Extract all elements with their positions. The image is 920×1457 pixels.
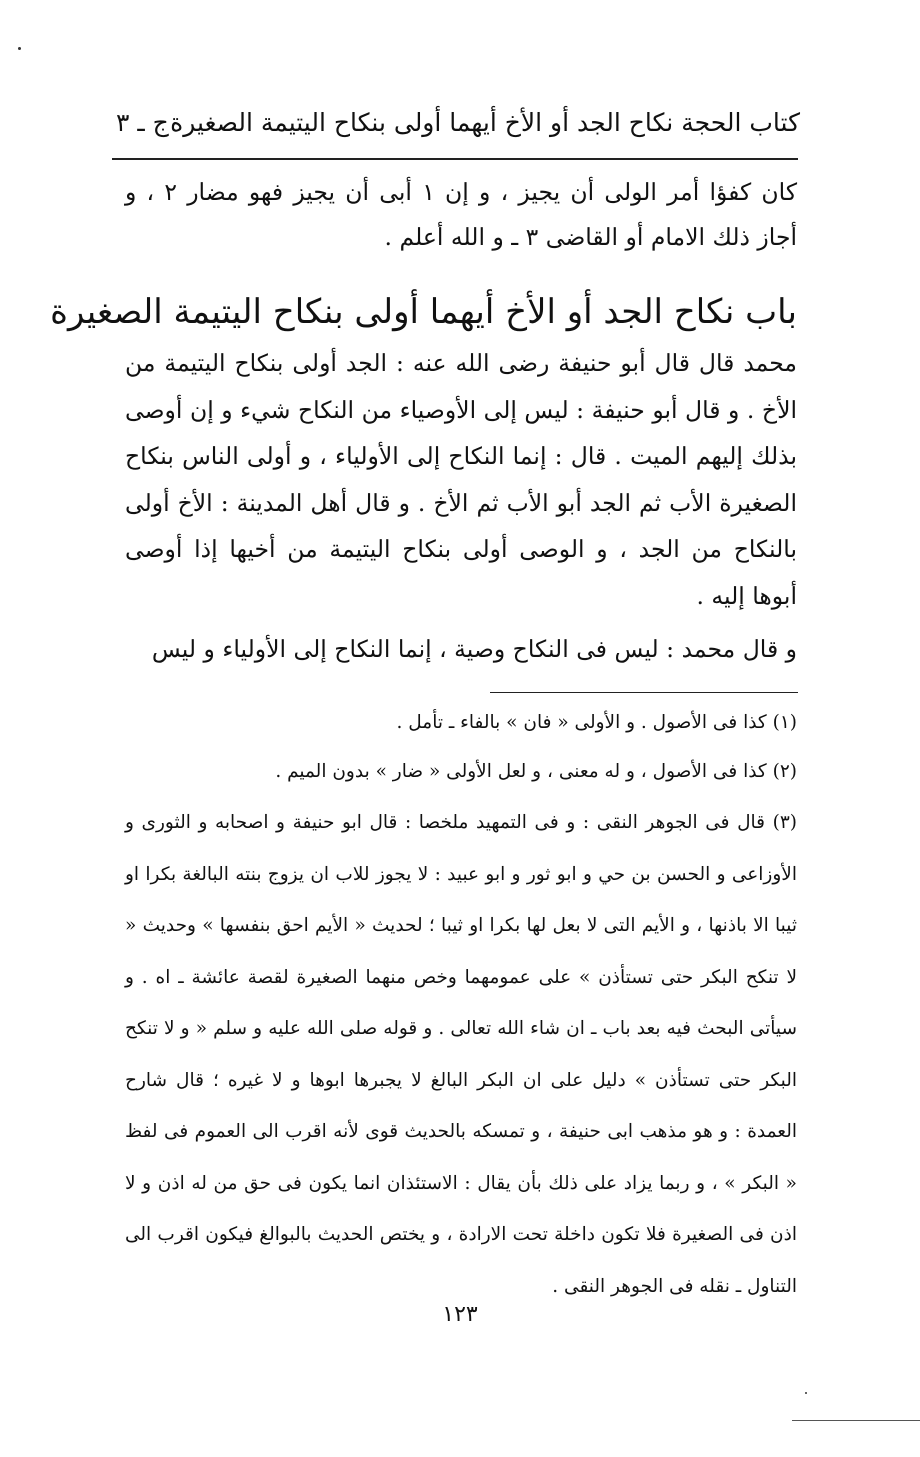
running-header — [110, 100, 800, 150]
header-title: كتاب الحجة نكاح الجد أو الأخ أيهما أولى بنكاح اليتيمة الصغيرة — [170, 108, 800, 137]
scan-speck — [805, 1392, 807, 1394]
footnote-1: (١) كذا فى الأصول . و الأولى « فان » بالفاء ـ تأمل . — [396, 712, 797, 733]
main-paragraph: محمد قال قال أبو حنيفة رضى الله عنه : الجد أولى بنكاح اليتيمة من الأخ . و قال أبو حنيفة : ليس إلى الأوصياء من النكاح شيء و إن أوصى بذلك إليهم الميت . قال : إنما النكاح إلى الأولياء ، و أولى الناس بنكاح الصغيرة الأب ثم الجد أبو الأب ثم الأخ . و قال أهل المدينة : الأخ أولى بالنكاح من الجد ، و الوصى أولى بنكاح اليتيمة من أخيها إذا أوصى أبوها إليه . — [125, 349, 797, 610]
footnote-2: (٢) كذا فى الأصول ، و له معنى ، و لعل الأولى « ضار » بدون الميم . — [275, 761, 797, 782]
volume-number: ج ـ ٣ — [116, 108, 169, 137]
chapter-title: باب نكاح الجد أو الأخ أيهما أولى بنكاح اليتيمة الصغيرة — [50, 292, 797, 332]
footnote-3: (٣) قال فى الجوهر النقى : و فى التمهيد ملخصا : قال ابو حنيفة و اصحابه و الثورى و الأوزاعى و الحسن بن حي و ابو ثور و ابو عبيد : لا يجوز للاب ان يزوج بنته البالغة بكرا او ثيبا الا باذنها ، و الأيم التى لا بعل لها بكرا او ثيبا ؛ لحديث « الأيم احق بنفسها » وحديث « لا تنكح البكر حتى تستأذن » على عمومهما وخص منهما الصغيرة لقصة عائشة ـ اه . و سيأتى البحث فيه بعد باب ـ ان شاء الله تعالى . و قوله صلى الله عليه و سلم « و لا تنكح البكر حتى تستأذن » دليل على ان البكر البالغ لا يجبرها ابوها و لا غيره ؛ قال شارح العمدة : و هو مذهب ابى حنيفة ، و تمسكه بالحديث قوى لأنه اقرب الى العموم فى لفظ « البكر » ، و ربما يزاد على ذلك بأن يقال : الاستئذان انما يكون فى حق من له اذن و لا اذن فى الصغيرة فلا تكون داخلة تحت الارادة ، و يختص الحديث بالبوالغ فيكون اقرب الى التناول ـ نقله فى الجوهر النقى . — [125, 812, 797, 1297]
footnote-rule — [490, 692, 798, 693]
scan-speck — [18, 47, 21, 50]
muhammad-paragraph: و قال محمد : ليس فى النكاح وصية ، إنما النكاح إلى الأولياء و ليس — [151, 635, 797, 663]
header-rule — [112, 158, 798, 160]
bottom-rule — [792, 1420, 920, 1421]
page-number: ١٢٣ — [442, 1302, 478, 1327]
intro-paragraph: كان كفؤا أمر الولى أن يجيز ، و إن ١ أبى أن يجيز فهو مضار ٢ ، و أجاز ذلك الامام أو القاضى ٣ ـ و الله أعلم . — [125, 178, 798, 251]
